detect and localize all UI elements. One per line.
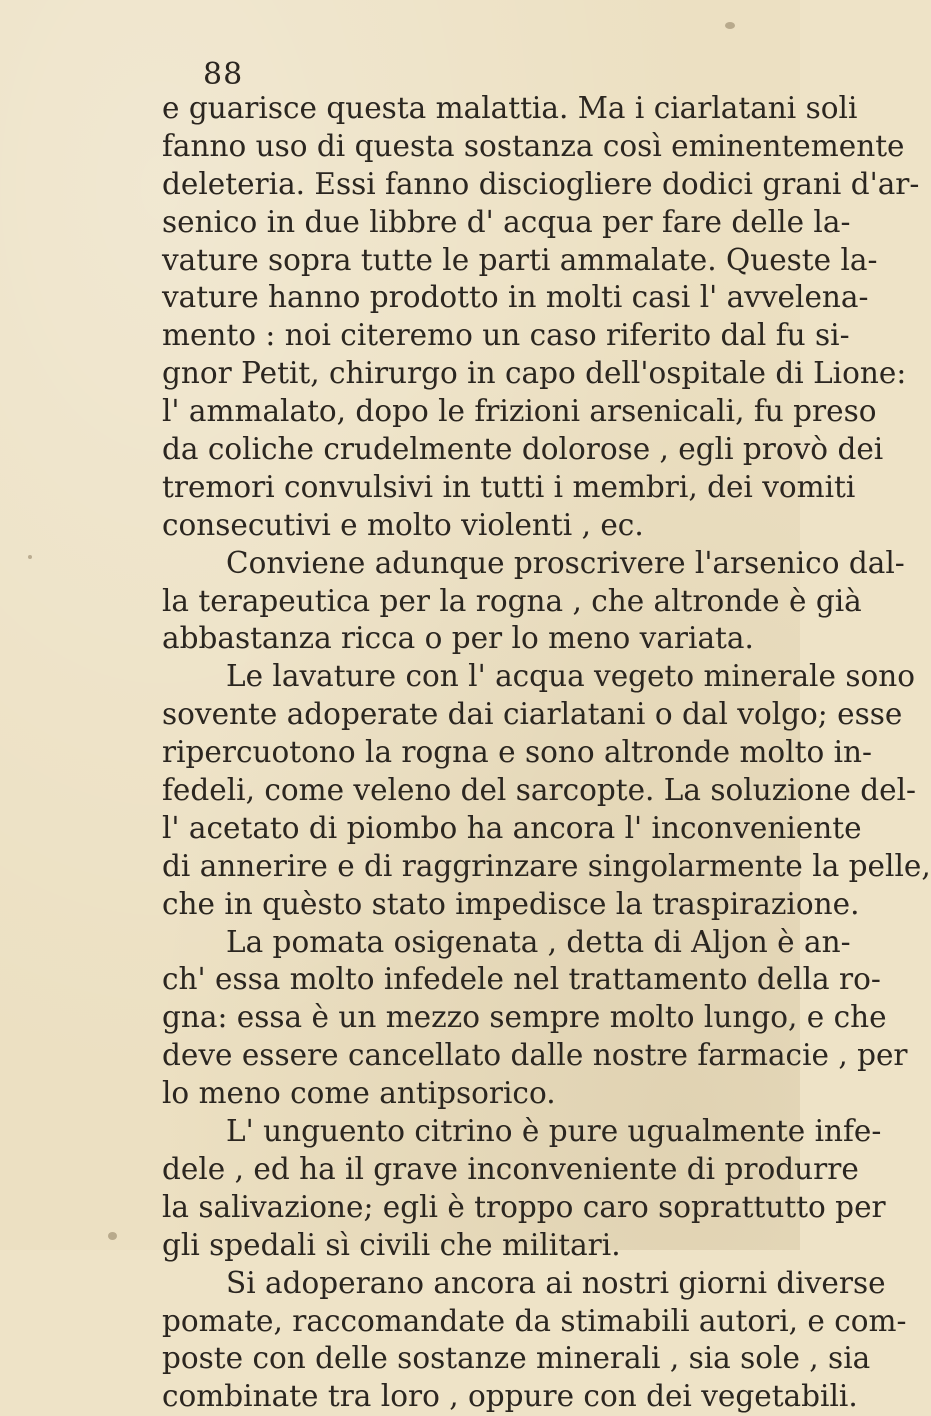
text-line: consecutivi e molto violenti , ec.: [162, 507, 644, 542]
text-line: sovente adoperate dai ciarlatani o dal volgo; esse: [162, 697, 903, 732]
text-line: La pomata osigenata , detta di Aljon è an-: [226, 924, 851, 959]
text-line: deve essere cancellato dalle nostre farmacie , per: [162, 1038, 908, 1073]
text-line: Si adoperano ancora ai nostri giorni diverse: [226, 1265, 886, 1300]
text-line: da coliche crudelmente dolorose , egli provò dei: [162, 432, 884, 467]
text-line: ripercuotono la rogna e sono altronde molto in-: [162, 735, 873, 770]
text-line: fanno uso di questa sostanza così eminentemente: [162, 128, 905, 163]
text-line: vature hanno prodotto in molti casi l' avvelena-: [162, 280, 869, 315]
text-line: deleteria. Essi fanno disciogliere dodici grani d'ar-: [162, 166, 920, 201]
text-line: gna: essa è un mezzo sempre molto lungo, e che: [162, 1000, 887, 1035]
text-line: vature sopra tutte le parti ammalate. Queste la-: [162, 242, 878, 277]
text-line: dele , ed ha il grave inconveniente di produrre: [162, 1151, 859, 1186]
text-line: lo meno come antipsorico.: [162, 1076, 556, 1111]
text-line: L' unguento citrino è pure ugualmente infe-: [226, 1114, 882, 1149]
text-line: Le lavature con l' acqua vegeto minerale sono: [226, 659, 915, 694]
text-line: e guarisce questa malattia. Ma i ciarlatani soli: [162, 91, 858, 125]
paper-speck: [725, 22, 735, 29]
text-line: l' acetato di piombo ha ancora l' inconveniente: [162, 810, 862, 845]
page-number: 88: [203, 57, 244, 92]
text-line: combinate tra loro , oppure con dei vegetabili.: [162, 1379, 858, 1414]
text-line: che in quèsto stato impedisce la traspirazione.: [162, 886, 860, 921]
text-line: tremori convulsivi in tutti i membri, dei vomiti: [162, 469, 856, 504]
text-line: poste con delle sostanze minerali , sia sole , sia: [162, 1341, 871, 1376]
text-line: l' ammalato, dopo le frizioni arsenicali, fu preso: [162, 394, 877, 429]
paper-speck: [108, 1232, 117, 1240]
text-line: ch' essa molto infedele nel trattamento della ro-: [162, 962, 881, 997]
text-line: la salivazione; egli è troppo caro soprattutto per: [162, 1189, 886, 1224]
text-line: pomate, raccomandate da stimabili autori, e com-: [162, 1303, 907, 1338]
text-line: mento : noi citeremo un caso riferito dal fu si-: [162, 318, 850, 353]
body-text: [162, 90, 931, 1416]
text-line: abbastanza ricca o per lo meno variata.: [162, 621, 754, 656]
text-line: Conviene adunque proscrivere l'arsenico dal-: [226, 545, 905, 580]
text-line: di annerire e di raggrinzare singolarmente la pelle,: [162, 848, 931, 883]
text-line: la terapeutica per la rogna , che altronde è già: [162, 583, 862, 618]
text-line: gli spedali sì civili che militari.: [162, 1227, 621, 1262]
text-line: fedeli, come veleno del sarcopte. La soluzione del-: [162, 773, 917, 808]
text-line: gnor Petit, chirurgo in capo dell'ospitale di Lione:: [162, 356, 907, 391]
paper-speck: [28, 555, 32, 559]
text-line: senico in due libbre d' acqua per fare delle la-: [162, 204, 851, 239]
